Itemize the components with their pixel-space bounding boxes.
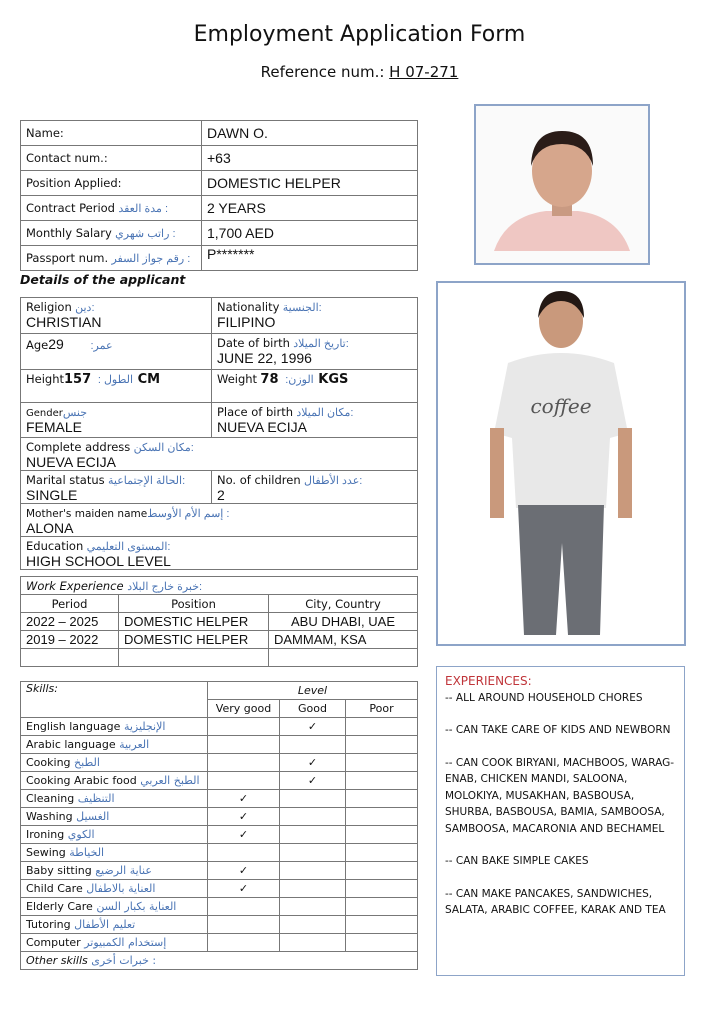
experience-item: -- ALL AROUND HOUSEHOLD CHORES [445, 691, 643, 704]
skill-level-cell [208, 826, 280, 844]
applicant-details-table [20, 297, 418, 570]
work-cell: DOMESTIC HELPER [119, 613, 269, 631]
skill-row [21, 934, 418, 952]
skill-level-cell [208, 844, 280, 862]
skill-name: Arabic language العربية [21, 736, 208, 754]
skill-level-cell [208, 718, 280, 736]
basic-info-row [21, 146, 418, 171]
basic-info-row [21, 196, 418, 221]
header-period: Period [21, 595, 119, 613]
skill-name: Cooking الطبخ [21, 754, 208, 772]
checkmark-icon: ✓ [307, 720, 318, 733]
details-heading: Details of the applicant [20, 272, 186, 287]
skill-level-cell [346, 718, 418, 736]
basic-info-row [21, 221, 418, 246]
skill-name: Baby sitting عناية الرضيع [21, 862, 208, 880]
dob-cell: Date of birth تاريخ الميلاد: JUNE 22, 1996 [212, 334, 418, 370]
header-city-country: City, Country [269, 595, 418, 613]
skill-level-cell [346, 880, 418, 898]
field-label-arabic: مدة العقد : [118, 203, 169, 215]
level-good: Good [280, 700, 346, 718]
checkmark-icon: ✓ [238, 810, 249, 823]
place-of-birth-cell: Place of birth مكان الميلاد: NUEVA ECIJA [212, 403, 418, 438]
skill-level-cell [280, 934, 346, 952]
skill-name: Sewing الخياطة [21, 844, 208, 862]
skill-level-cell [346, 772, 418, 790]
work-experience-table [20, 576, 418, 667]
skill-name: English language الإنجليزية [21, 718, 208, 736]
religion-cell: Religion دين: CHRISTIAN [21, 298, 212, 334]
skill-row [21, 772, 418, 790]
basic-info-row [21, 121, 418, 146]
header-position: Position [119, 595, 269, 613]
skill-level-cell [208, 862, 280, 880]
skill-level-cell [280, 862, 346, 880]
field-label-arabic: راتب شهري : [115, 228, 176, 240]
work-cell: ABU DHABI, UAE [269, 613, 418, 631]
experience-item: -- CAN TAKE CARE OF KIDS AND NEWBORN [445, 724, 671, 736]
skill-level-cell [208, 754, 280, 772]
skill-level-cell [346, 862, 418, 880]
skill-name: Ironing الكوي [21, 826, 208, 844]
skill-level-cell [280, 916, 346, 934]
work-cell: DOMESTIC HELPER [119, 631, 269, 649]
basic-info-label [21, 221, 202, 246]
gender-cell: Genderجنس FEMALE [21, 403, 212, 438]
skill-level-cell [280, 808, 346, 826]
work-cell [119, 649, 269, 667]
field-label: Passport num. [26, 251, 109, 265]
skill-row [21, 916, 418, 934]
applicant-full-body-photo [436, 281, 686, 646]
skill-row [21, 808, 418, 826]
work-experience-label: Work Experience خبرة خارج البلاد: [21, 577, 418, 595]
height-cell: Height الطول : 157 CM [21, 370, 212, 403]
skill-level-cell [280, 880, 346, 898]
field-label: Monthly Salary [26, 226, 112, 240]
checkmark-icon: ✓ [238, 864, 249, 877]
work-cell: 2019 – 2022 [21, 631, 119, 649]
checkmark-icon: ✓ [307, 756, 318, 769]
skill-row [21, 844, 418, 862]
skill-name: Washing الغسيل [21, 808, 208, 826]
skill-level-cell [346, 826, 418, 844]
work-row [21, 613, 418, 631]
skill-level-cell [346, 934, 418, 952]
basic-info-label [21, 121, 202, 146]
skill-level-cell [208, 808, 280, 826]
svg-text:coffee: coffee [530, 394, 592, 418]
skill-level-cell [280, 790, 346, 808]
skill-row [21, 880, 418, 898]
skill-level-cell [346, 736, 418, 754]
skill-name: Tutoring تعليم الأطفال [21, 916, 208, 934]
skill-name: Computer إستخدام الكمبيوتر [21, 934, 208, 952]
basic-info-row [21, 246, 418, 271]
skill-name: Cooking Arabic food الطبخ العربي [21, 772, 208, 790]
skill-row [21, 826, 418, 844]
skill-name: Cleaning التنظيف [21, 790, 208, 808]
skill-name: Child Care العناية بالاطفال [21, 880, 208, 898]
skill-row [21, 718, 418, 736]
skill-level-cell [208, 736, 280, 754]
checkmark-icon: ✓ [307, 774, 318, 787]
work-cell: DAMMAM, KSA [269, 631, 418, 649]
marital-status-cell: Marital status الحالة الإجتماعية: SINGLE [21, 471, 212, 504]
skill-level-cell [208, 898, 280, 916]
skill-level-cell [280, 844, 346, 862]
checkmark-icon: ✓ [238, 828, 249, 841]
field-value: P******* [202, 246, 418, 271]
work-row [21, 631, 418, 649]
nationality-cell: Nationality الجنسية: FILIPINO [212, 298, 418, 334]
skill-level-cell [346, 898, 418, 916]
basic-info-label [21, 246, 202, 271]
reference-label: Reference num.: [260, 63, 385, 81]
skill-level-cell [280, 772, 346, 790]
basic-info-row [21, 171, 418, 196]
basic-info-label [21, 146, 202, 171]
level-header: Level [208, 682, 418, 700]
basic-info-label [21, 171, 202, 196]
skill-level-cell [280, 898, 346, 916]
form-title: Employment Application Form [193, 22, 526, 47]
experience-item: -- CAN COOK BIRYANI, MACHBOOS, WARAG-ENAB, CHICKEN MANDI, SALOONA, MOLOKIYA, MUSAKHAN, BASBOUSA, SHURBA, BASBOUSA, BAMIA, SAMBOOSA, SAMBOOSA, MACARONIA AND BECHAMEL [445, 756, 674, 835]
work-cell [21, 649, 119, 667]
field-value: DOMESTIC HELPER [202, 171, 418, 196]
work-row [21, 649, 418, 667]
field-value: DAWN O. [202, 121, 418, 146]
skill-level-cell [346, 808, 418, 826]
field-label: Contract Period [26, 201, 115, 215]
skill-level-cell [208, 772, 280, 790]
reference-number [0, 63, 719, 81]
skills-table [20, 681, 418, 970]
skill-name: Elderly Care العناية بكبار السن [21, 898, 208, 916]
field-value: +63 [202, 146, 418, 171]
basic-info-label [21, 196, 202, 221]
level-very-good: Very good [208, 700, 280, 718]
skill-row [21, 898, 418, 916]
experiences-box [436, 666, 685, 976]
skill-level-cell [280, 754, 346, 772]
field-label: Position Applied: [26, 176, 122, 190]
age-cell: Age عمر: 29 [21, 334, 212, 370]
skill-level-cell [346, 844, 418, 862]
skill-level-cell [346, 916, 418, 934]
skill-level-cell [208, 916, 280, 934]
skill-row [21, 862, 418, 880]
weight-cell: Weight الوزن: 78 KGS [212, 370, 418, 403]
checkmark-icon: ✓ [238, 882, 249, 895]
children-cell: No. of children عدد الأطفال: 2 [212, 471, 418, 504]
work-cell: 2022 – 2025 [21, 613, 119, 631]
field-label: Contact num.: [26, 151, 108, 165]
skill-row [21, 790, 418, 808]
applicant-headshot [474, 104, 650, 265]
checkmark-icon: ✓ [238, 792, 249, 805]
skill-row [21, 754, 418, 772]
level-poor: Poor [346, 700, 418, 718]
skill-level-cell [208, 934, 280, 952]
experience-item: -- CAN BAKE SIMPLE CAKES [445, 855, 589, 867]
field-label: Name: [26, 126, 64, 140]
other-skills-row: Other skills خبرات أخرى : [21, 952, 418, 970]
experience-item: -- CAN MAKE PANCAKES, SANDWICHES, SALATA, ARABIC COFFEE, KARAK AND TEA [445, 887, 666, 916]
skill-level-cell [280, 718, 346, 736]
field-value: 2 YEARS [202, 196, 418, 221]
skill-level-cell [280, 826, 346, 844]
skill-row [21, 736, 418, 754]
mother-maiden-name-cell: Mother's maiden nameإسم الأم الأوسط : ALONA [21, 504, 418, 537]
work-cell [269, 649, 418, 667]
skills-label: Skills: [21, 682, 208, 718]
skill-level-cell [346, 790, 418, 808]
basic-info-table [20, 120, 418, 271]
reference-value: H 07-271 [389, 63, 459, 81]
address-cell: Complete address مكان السكن: NUEVA ECIJA [21, 438, 418, 471]
skill-level-cell [208, 880, 280, 898]
education-cell: Education المستوى التعليمي: HIGH SCHOOL LEVEL [21, 537, 418, 570]
skill-level-cell [208, 790, 280, 808]
skill-level-cell [280, 736, 346, 754]
skill-level-cell [346, 754, 418, 772]
field-value: 1,700 AED [202, 221, 418, 246]
experiences-heading: EXPERIENCES: [445, 674, 532, 688]
field-label-arabic: رقم جواز السفر : [111, 253, 191, 265]
